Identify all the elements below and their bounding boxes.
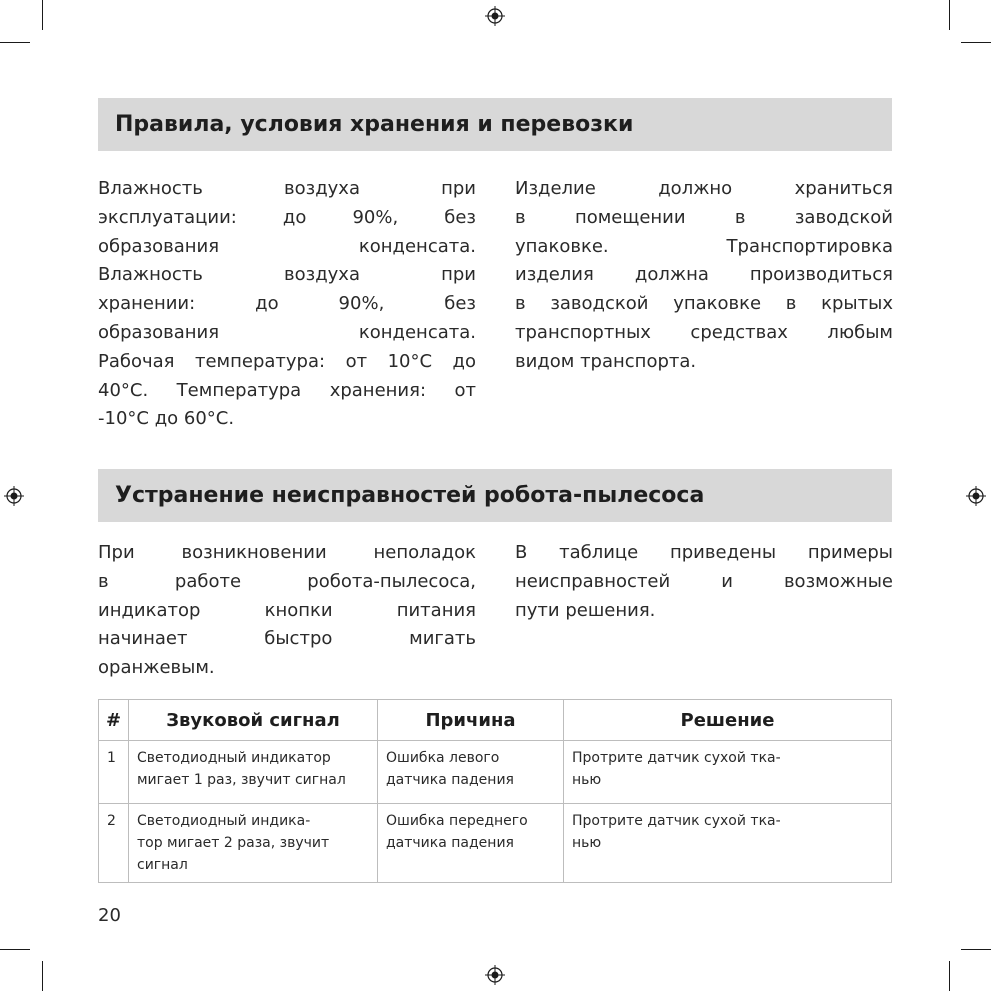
cell-line: нью [572,772,602,788]
text-line: Изделие должно храниться [515,178,893,199]
text-line: Влажность воздуха при [98,264,476,286]
text-line: в помещении в заводской [515,206,893,228]
text-line: хранении: до 90%, без [98,293,476,315]
crop-mark-top-right-h [961,42,991,43]
cell-line: сигнал [137,857,188,873]
cell-line: Светодиодный индикатор [137,750,331,766]
table-row [99,804,892,883]
storage-section-title-text: Правила, условия хранения и перевозки [115,112,634,137]
page-number: 20 [98,905,121,926]
text-line: видом транспорта. [515,350,697,372]
troubleshooting-left-paragraph [98,539,476,683]
cell-line: датчика падения [386,835,514,851]
header-number: # [99,700,129,741]
header-cause: Причина [378,700,564,741]
crop-mark-top-left-v [42,0,43,30]
text-line: образования конденсата. [98,235,476,257]
storage-right-paragraph [515,175,893,377]
troubleshooting-section-title-text: Устранение неисправностей робота-пылесоса [115,483,705,508]
crop-mark-bottom-left-h [0,949,30,950]
text-line: в заводской упаковке в крытых [515,293,893,315]
storage-section-title [98,98,892,151]
cell-line: Ошибка левого [386,750,500,766]
text-line: упаковке. Транспортировка [515,235,893,257]
crop-mark-bottom-right-v [949,961,950,991]
registration-mark-icon [966,486,986,506]
text-line: Влажность воздуха при [98,178,476,199]
row-number: 2 [99,804,129,883]
row-signal [129,804,378,883]
text-line: оранжевым. [98,657,215,679]
text-line: образования конденсата. [98,321,476,343]
header-sound-signal: Звуковой сигнал [129,700,378,741]
table-header-row [99,700,892,741]
cell-line: Протрите датчик сухой тка- [572,813,781,829]
text-line: 40°С. Температура хранения: от [98,379,476,401]
text-line: пути решения. [515,599,656,621]
crop-mark-top-right-v [949,0,950,30]
table-row [99,741,892,804]
text-line: -10°С до 60°С. [98,408,235,430]
cell-line: Ошибка переднего [386,813,528,829]
text-line: эксплуатации: до 90%, без [98,206,476,228]
row-solution [564,804,892,883]
registration-mark-icon [485,965,505,985]
crop-mark-bottom-right-h [961,949,991,950]
cell-line: Светодиодный индика- [137,813,311,829]
text-line: В таблице приведены примеры [515,542,893,563]
cell-line: тор мигает 2 раза, звучит [137,835,330,851]
text-line: индикатор кнопки питания [98,599,476,621]
row-number: 1 [99,741,129,804]
text-line: транспортных средствах любым [515,321,893,343]
crop-mark-top-left-h [0,42,30,43]
troubleshooting-section-title [98,469,892,522]
row-cause [378,741,564,804]
cell-line: нью [572,835,602,851]
cell-line: Протрите датчик сухой тка- [572,750,781,766]
row-signal [129,741,378,804]
registration-mark-icon [4,486,24,506]
text-line: Рабочая температура: от 10°С до [98,350,476,372]
text-line: При возникновении неполадок [98,542,476,563]
cell-line: мигает 1 раз, звучит сигнал [137,772,346,788]
crop-mark-bottom-left-v [42,961,43,991]
registration-mark-icon [485,6,505,26]
cell-line: датчика падения [386,772,514,788]
row-cause [378,804,564,883]
row-solution [564,741,892,804]
fault-table [98,699,892,883]
storage-left-paragraph [98,175,476,434]
header-solution: Решение [564,700,892,741]
text-line: изделия должна производиться [515,264,893,286]
text-line: в работе робота-пылесоса, [98,570,476,592]
text-line: начинает быстро мигать [98,628,476,650]
text-line: неисправностей и возможные [515,570,893,592]
troubleshooting-right-paragraph [515,539,893,625]
